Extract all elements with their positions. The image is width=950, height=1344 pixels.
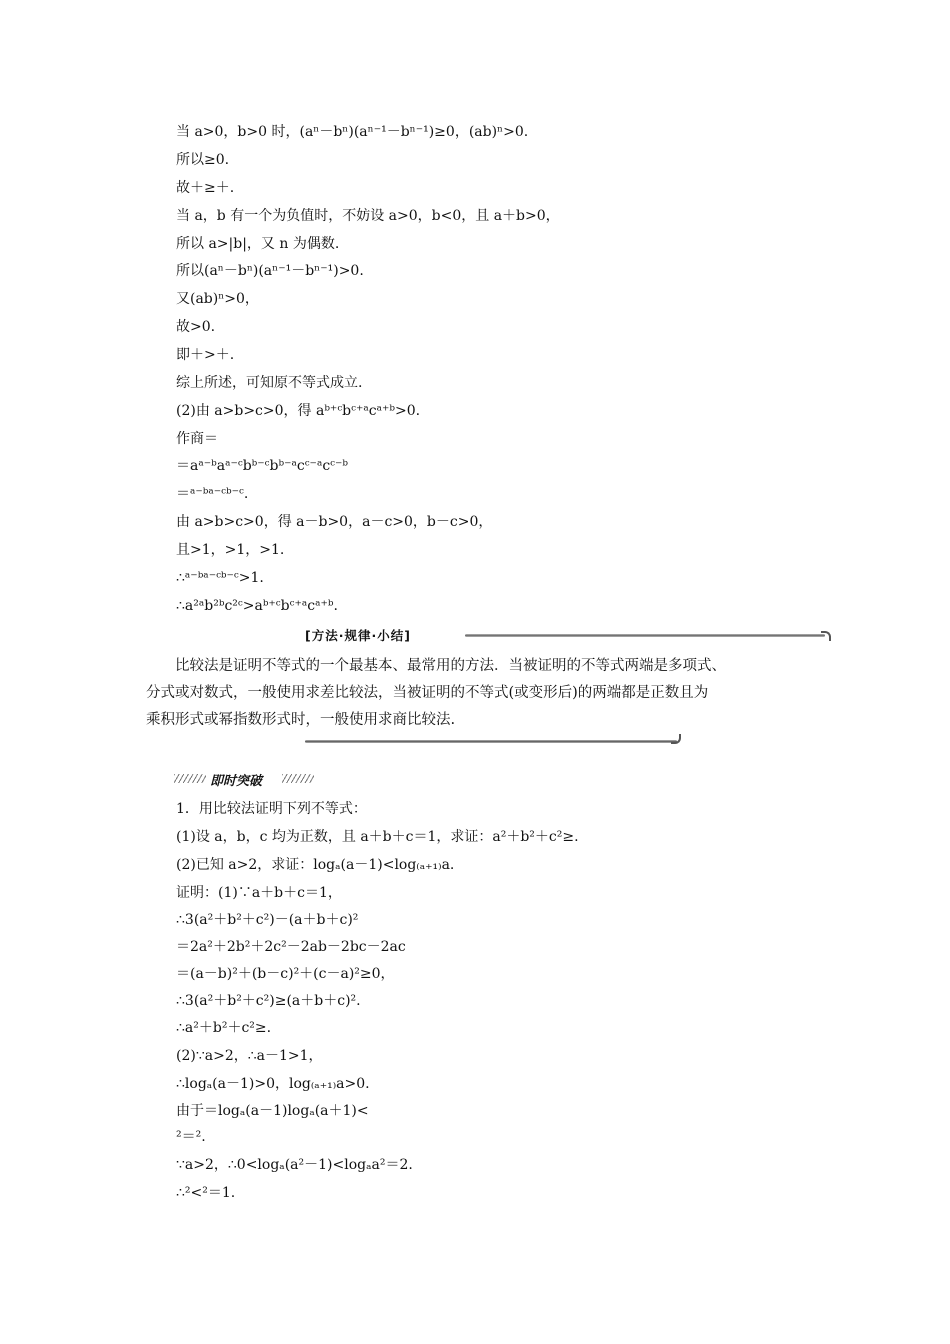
summary-bottom-rule: [305, 738, 683, 744]
text-line: 又(ab)ⁿ>0，: [176, 291, 259, 307]
summary-line: 乘积形式或幂指数形式时，一般使用求商比较法.: [146, 712, 456, 728]
text-line: 故>0.: [176, 319, 216, 335]
text-line: ∴a²＋b²＋c²≥.: [176, 1020, 272, 1036]
summary-paragraph: [146, 653, 816, 734]
section-heading: [174, 770, 324, 789]
text-line: ＝(a－b)²＋(b－c)²＋(c－a)²≥0，: [176, 966, 395, 982]
text-line: 证明：(1)∵a＋b＋c＝1，: [176, 885, 342, 901]
text-line: (2)由 a>b>c>0，得 aᵇ⁺ᶜbᶜ⁺ᵃcᵃ⁺ᵇ>0.: [176, 403, 421, 419]
text-line: 即＋>＋.: [176, 347, 235, 363]
text-line: ＝ᵃ⁻ᵇᵃ⁻ᶜᵇ⁻ᶜ.: [176, 486, 249, 502]
text-line: ∴a²ᵃb²ᵇc²ᶜ>aᵇ⁺ᶜbᶜ⁺ᵃcᵃ⁺ᵇ.: [176, 598, 338, 614]
summary-line: 分式或对数式，一般使用求差比较法，当被证明的不等式(或变形后)的两端都是正数且为: [146, 685, 709, 701]
hatch-decoration: [282, 774, 314, 783]
summary-line: 比较法是证明不等式的一个最基本、最常用的方法．当被证明的不等式两端是多项式、: [175, 658, 726, 674]
text-line: ∴logₐ(a－1)>0，log₍ₐ₊₁₎a>0.: [176, 1076, 370, 1092]
text-line: ²＝².: [176, 1129, 206, 1145]
text-line: 故＋≥＋.: [176, 180, 235, 196]
text-line: ∵a>2，∴0<logₐ(a²－1)<logₐa²＝2.: [176, 1157, 413, 1173]
text-line: ＝2a²＋2b²＋2c²－2ab－2bc－2ac: [176, 939, 406, 955]
banner-title: [方法·规律·小结]: [305, 628, 411, 643]
text-line: 当 a，b 有一个为负值时，不妨设 a>0，b<0，且 a＋b>0，: [176, 208, 560, 224]
text-line: 当 a>0，b>0 时，(aⁿ－bⁿ)(aⁿ⁻¹－bⁿ⁻¹)≥0，(ab)ⁿ>0.: [176, 124, 529, 140]
text-line: 所以 a>|b|，又 n 为偶数.: [176, 236, 340, 252]
hatch-decoration: [174, 774, 206, 783]
text-line: ∴3(a²＋b²＋c²)－(a＋b＋c)²: [176, 912, 359, 928]
text-line: 1．用比较法证明下列不等式：: [176, 801, 367, 817]
banner-rule: [465, 634, 825, 637]
text-line: 所以(aⁿ－bⁿ)(aⁿ⁻¹－bⁿ⁻¹)>0.: [176, 263, 364, 279]
text-line: (2)∵a>2，∴a－1>1，: [176, 1048, 323, 1064]
text-line: (2)已知 a>2，求证：logₐ(a－1)<log₍ₐ₊₁₎a.: [176, 857, 455, 873]
text-line: 综上所述，可知原不等式成立.: [176, 375, 363, 391]
text-line: ∴ᵃ⁻ᵇᵃ⁻ᶜᵇ⁻ᶜ>1.: [176, 570, 264, 586]
text-line: (1)设 a，b，c 均为正数，且 a＋b＋c＝1，求证：a²＋b²＋c²≥.: [176, 829, 579, 845]
text-line: ∴3(a²＋b²＋c²)≥(a＋b＋c)².: [176, 993, 361, 1009]
banner-curl: [821, 631, 831, 641]
text-line: 作商＝: [176, 431, 218, 447]
text-line: ∴²<²＝1.: [176, 1185, 236, 1201]
text-line: 所以≥0.: [176, 152, 230, 168]
text-line: ＝aᵃ⁻ᵇaᵃ⁻ᶜbᵇ⁻ᶜbᵇ⁻ᵃcᶜ⁻ᵃcᶜ⁻ᵇ: [176, 458, 349, 474]
text-line: 由 a>b>c>0，得 a－b>0，a－c>0，b－c>0，: [176, 514, 493, 530]
text-line: 由于＝logₐ(a－1)logₐ(a＋1)<: [176, 1103, 369, 1119]
text-line: 且>1，>1，>1.: [176, 542, 285, 558]
section-title: 即时突破: [210, 774, 263, 789]
